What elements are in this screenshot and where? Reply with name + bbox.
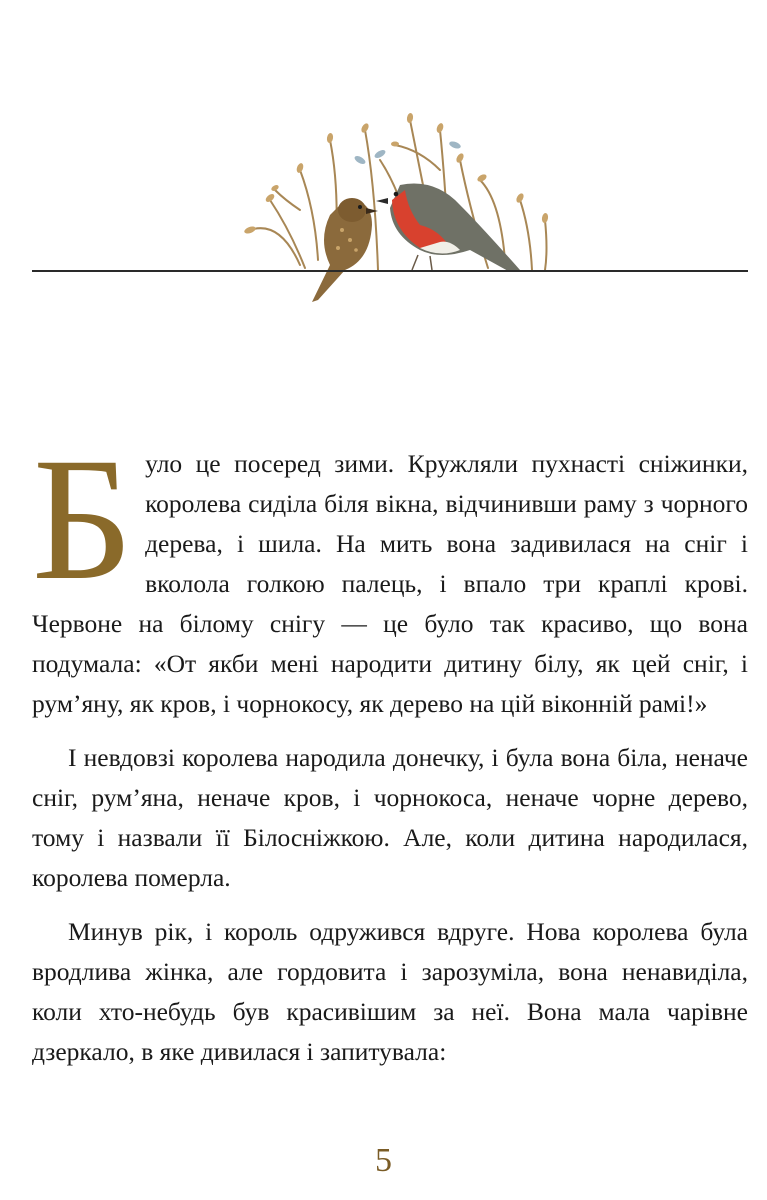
paragraph-1 — [32, 422, 748, 724]
robin-birds-icon — [0, 90, 767, 320]
robin-illustration — [0, 90, 767, 320]
horizontal-divider — [32, 270, 748, 272]
story-text — [32, 422, 748, 1086]
page-number: 5 — [375, 1142, 392, 1179]
paragraph-2: І невдовзі королева народила донечку, і була вона біла, неначе сніг, рум’яна, неначе кров, і чорнокоса, неначе чорне дерево, тому і назвали її Білосніжкою. Але, коли дитина народилася, королева померла. — [32, 743, 748, 892]
paragraph-1-text: уло це посеред зими. Кружляли пухнасті сніжинки, королева сиділа біля вікна, відчинивши раму з чорного дерева, і шила. На мить вона задивилася на сніг і вколола голкою палець, і впало три краплі крові. Червоне на білому снігу — це було так красиво, що вона подумала: «От якби мені народити дитину білу, як цей сніг, і рум’яну, як кров, і чорнокосу, як дерево на цій віконній рамі!» — [32, 449, 748, 718]
paragraph-3: Минув рік, і король одружився вдруге. Нова королева була вродлива жінка, але гордовита і зарозуміла, вона ненавиділа, коли хто-небудь був красивішим за неї. Вона мала чарівне дзеркало, в яке дивилася і запитувала: — [32, 917, 748, 1066]
drop-cap: Б — [32, 422, 134, 617]
